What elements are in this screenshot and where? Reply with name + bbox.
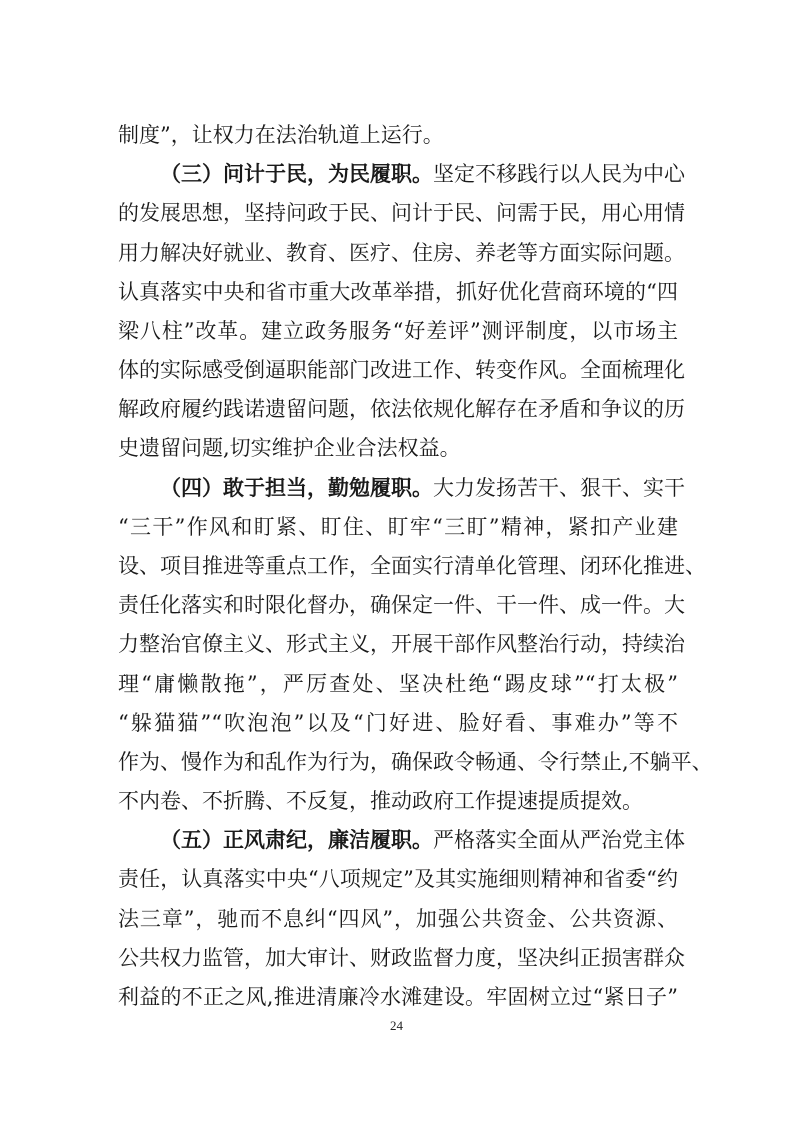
paragraph-line: 梁八柱”改革。建立政务服务“好差评”测评制度，以市场主: [118, 319, 678, 343]
paragraph-text: 严格落实全面从严治党主体: [433, 828, 685, 852]
paragraph-line: 用力解决好就业、教育、医疗、住房、养老等方面实际问题。: [118, 241, 685, 265]
paragraph-line: 公共权力监管，加大审计、财政监督力度，坚决纠正损害群众: [118, 946, 685, 970]
paragraph-line: 责任，认真落实中央“八项规定”及其实施细则精神和省委“约: [118, 867, 678, 891]
paragraph-line: “三干”作风和盯紧、盯住、盯牢“三盯”精神，紧扣产业建: [118, 515, 678, 539]
paragraph-text: 大力发扬苦干、狠干、实干: [433, 476, 685, 500]
paragraph-line: 利益的不正之风,推进清廉冷水滩建设。牢固树立过“紧日子”: [118, 985, 678, 1009]
paragraph-line: 设、项目推进等重点工作，全面实行清单化管理、闭环化推进、: [118, 554, 706, 578]
paragraph-line: [160, 473, 685, 503]
paragraph-line: 解政府履约践诺遗留问题，依法依规化解存在矛盾和争议的历: [118, 397, 685, 421]
paragraph-line: 史遗留问题,切实维护企业合法权益。: [118, 436, 461, 460]
paragraph-line: [160, 825, 685, 855]
section-heading: （五）正风肃纪，廉洁履职。: [160, 827, 433, 852]
paragraph-text: 坚定不移践行以人民为中心: [433, 162, 685, 186]
paragraph-line: 责任化落实和时限化督办，确保定一件、干一件、成一件。大: [118, 593, 685, 617]
page-number: 24: [390, 1018, 403, 1033]
paragraph-text: 制度”，让权力在法治轨道上运行。: [118, 123, 444, 147]
paragraph-line: 的发展思想，坚持问政于民、问计于民、问需于民，用心用情: [118, 201, 685, 225]
paragraph-line: 不内卷、不折腾、不反复，推动政府工作提速提质提效。: [118, 789, 643, 813]
paragraph-line: 作为、慢作为和乱作为行为，确保政令畅通、令行禁止,不躺平、: [118, 750, 713, 774]
paragraph-line: 理“庸懒散拖”，严厉查处、坚决杜绝“踢皮球”“打太极”: [118, 672, 678, 696]
paragraph-line: “躲猫猫”“吹泡泡”以及“门好进、脸好看、事难办”等不: [118, 711, 678, 735]
paragraph-line: 体的实际感受倒逼职能部门改进工作、转变作风。全面梳理化: [118, 358, 685, 382]
paragraph-line: [160, 159, 685, 189]
section-heading: （三）问计于民，为民履职。: [160, 161, 433, 186]
paragraph-line: 力整治官僚主义、形式主义，开展干部作风整治行动，持续治: [118, 632, 685, 656]
paragraph-line: [118, 120, 678, 150]
section-heading: （四）敢于担当，勤勉履职。: [160, 475, 433, 500]
paragraph-line: 认真落实中央和省市重大改革举措，抓好优化营商环境的“四: [118, 280, 678, 304]
paragraph-line: 法三章”，驰而不息纠“四风”，加强公共资金、公共资源、: [118, 907, 678, 931]
